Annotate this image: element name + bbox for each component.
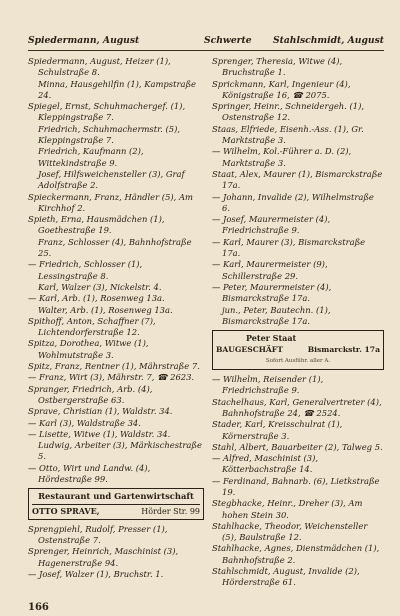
directory-entry: Sprenger, Heinrich, Maschinist (3), Hagenerstraße 94. <box>28 546 179 568</box>
directory-entry: — Karl, Maurer (3), Bismarckstraße 17a. <box>212 236 366 259</box>
page-number: 166 <box>28 602 49 613</box>
directory-entry: — Wilhelm, Kol.-Führer a. D. (2), Marktstraße 3. <box>212 146 352 168</box>
directory-entry: — Johann, Invalide (2), Wilhelmstraße 6. <box>212 191 374 213</box>
header-first-entry: Spiedermann, August <box>28 35 140 46</box>
directory-entry: Stahlhacke, Agnes, Dienstmädchen (1), Bahnhofstraße 2. <box>212 543 380 565</box>
directory-entry: Spieth, Erna, Hausmädchen (1), Goethestraße 19. <box>28 214 165 236</box>
right-entry-list-continued <box>212 374 384 589</box>
directory-entry: Spieckermann, Franz, Händler (5), Am Kirchhof 2. <box>28 191 193 213</box>
directory-entry: Stahlschmidt, August, Invalide (2), Hörderstraße 61. <box>212 566 360 588</box>
directory-entry: jun., Peter, Bautechn. (1), Bismarckstraße 17a. <box>222 304 331 326</box>
directory-entry: — Peter, Maurermeister (4), Bismarckstraße 17a. <box>212 281 332 304</box>
ad-line <box>32 505 200 517</box>
ad-name: OTTO SPRAVE, <box>32 505 100 516</box>
directory-entry: Spitz, Franz, Rentner (1), Mährstraße 7. <box>28 361 200 372</box>
directory-entry: Stachelhaus, Karl, Generalvertreter (4), Bahnhofstraße 24, ☎ 2524. <box>212 396 382 418</box>
header-last-entry: Stahlschmidt, August <box>272 35 384 46</box>
directory-entry: Staas, Elfriede, Eisenh.-Ass. (1), Gr. Marktstraße 3. <box>212 123 364 146</box>
directory-entry: — Wilhelm, Reisender (1), Friedrichstraße 9. <box>212 374 324 396</box>
directory-entry: Sprave, Christian (1), Waldstr. 34. <box>28 406 173 417</box>
directory-entry: — Karl, Maurermeister (9), Schillerstraße 29. <box>212 259 328 281</box>
directory-entry: — Karl (3), Waldstraße 34. <box>28 417 141 428</box>
directory-entry: Spithoff, Anton, Schaffner (7), Lichtendorferstraße 12. <box>28 315 156 338</box>
directory-entry: Springer, Heinr., Schneidergeh. (1), Ostenstraße 12. <box>212 101 365 123</box>
header-town: Schwerte <box>204 35 252 46</box>
left-column <box>28 56 204 580</box>
directory-entry: Ludwig, Arbeiter (3), Märkischestraße 5. <box>38 440 202 462</box>
left-entry-list <box>28 56 204 485</box>
directory-entry: — Alfred, Maschinist (3), Kötterbachstraße 14. <box>212 453 319 475</box>
directory-entry: Spiedermann, August, Heizer (1), Schulstraße 8. <box>28 56 171 78</box>
directory-entry: Stader, Karl, Kreisschulrat (1), Körnerstraße 3. <box>212 419 343 441</box>
advertisement-restaurant <box>28 488 204 520</box>
directory-entry: Sprengpiehl, Rudolf, Presser (1), Ostenstraße 7. <box>28 523 168 546</box>
left-entry-list-continued <box>28 524 204 580</box>
directory-entry: — Franz, Wirt (3), Mährstr. 7, ☎ 2623. <box>28 372 195 383</box>
directory-entry: — Ferdinand, Bahnarb. (6), Lietkstraße 19. <box>212 475 380 497</box>
directory-entry: — Lisette, Witwe (1), Waldstr. 34. <box>28 428 171 439</box>
ad-note: Sofort Ausführ. aller A. <box>265 357 331 364</box>
directory-entry: — Otto, Wirt und Landw. (4), Hördestraße 99. <box>28 462 151 484</box>
directory-entry: — Josef, Maurermeister (4), Friedrichstraße 9. <box>212 214 331 236</box>
ad-address: Hörder Str. 99 <box>141 506 200 516</box>
directory-entry: Minna, Hausgehilfin (1), Kampstraße 24. <box>38 78 197 100</box>
directory-entry: Walter, Arb. (1), Rosenweg 13a. <box>38 304 173 315</box>
ad-name: Peter Staat <box>246 333 297 344</box>
advertisement-construction <box>212 330 384 370</box>
directory-entry: Karl, Walzer (3), Nickelstr. 4. <box>38 281 162 292</box>
right-column <box>212 56 384 589</box>
directory-entry: — Josef, Walzer (1), Bruchstr. 1. <box>28 569 164 580</box>
ad-title: Restaurant und Gartenwirtschaft <box>32 491 200 504</box>
directory-entry: — Friedrich, Schlosser (1), Lessingstraße 8. <box>28 259 143 281</box>
directory-entry: Stegbhacke, Heinr., Dreher (3), Am hohen Stein 30. <box>212 498 363 520</box>
ad-line <box>216 344 380 355</box>
directory-entry: — Karl, Arb. (1), Rosenweg 13a. <box>28 293 165 304</box>
directory-entry: Franz, Schlosser (4), Bahnhofstraße 25. <box>38 236 192 259</box>
right-entry-list <box>212 56 384 327</box>
directory-entry: Friedrich, Kaufmann (2), Wittekindstraße 9. <box>38 146 144 168</box>
directory-entry: Staat, Alex, Maurer (1), Bismarckstraße 17a. <box>212 168 383 191</box>
directory-entry: Stahlhacke, Theodor, Weichensteller (5), Baulstraße 12. <box>212 520 368 543</box>
directory-entry: Sprenger, Theresia, Witwe (4), Bruchstraße 1. <box>212 56 343 78</box>
directory-entry: Stahl, Albert, Bauarbeiter (2), Talweg 5. <box>212 441 383 452</box>
directory-entry: Josef, Hilfsweichensteller (3), Graf Adolfstraße 2. <box>38 168 185 191</box>
ad-business: BAUGESCHÄFT <box>216 345 283 355</box>
running-header <box>28 34 384 51</box>
ad-address: Bismarckstr. 17a <box>307 345 380 355</box>
directory-entry: Friedrich, Schuhmachermstr. (5), Kleppingstraße 7. <box>38 123 181 146</box>
directory-entry: Spranger, Friedrich, Arb. (4), Ostbergerstraße 63. <box>28 383 153 405</box>
directory-entry: Sprickmann, Karl, Ingenieur (4), Königstraße 16, ☎ 2075. <box>212 78 351 100</box>
directory-entry: Spiegel, Ernst, Schuhmachergef. (1), Kleppingstraße 7. <box>28 101 186 123</box>
directory-entry: Spitza, Dorothea, Witwe (1), Wohlmutstraße 3. <box>28 338 149 360</box>
